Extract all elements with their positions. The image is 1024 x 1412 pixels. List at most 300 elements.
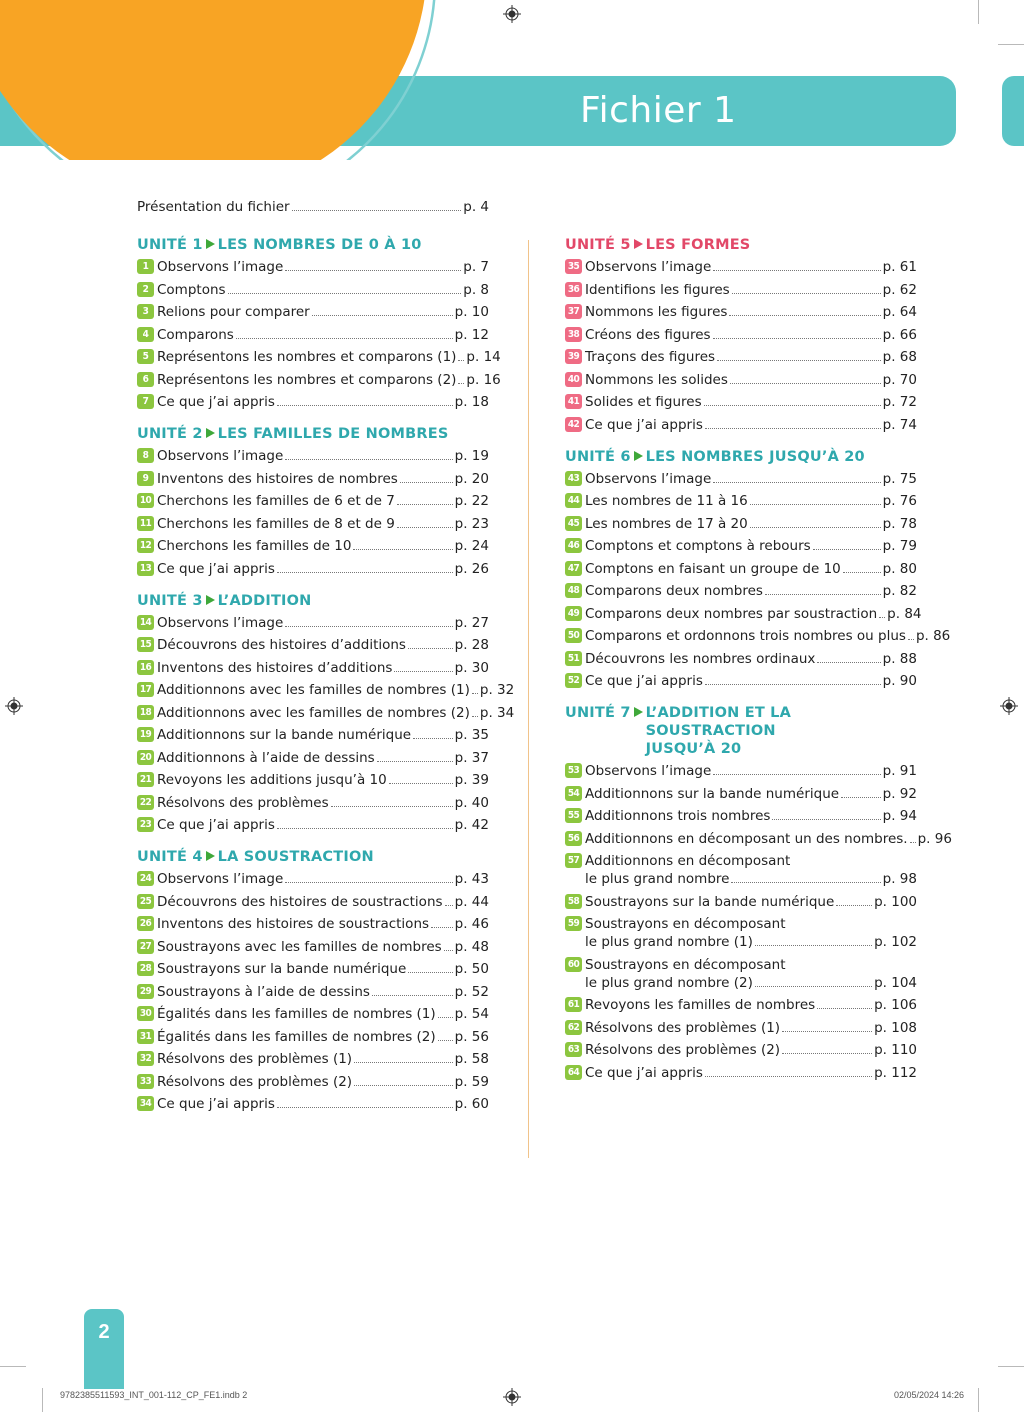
lesson-line — [157, 470, 489, 488]
leader-dots — [285, 626, 452, 627]
lesson-entry[interactable] — [565, 996, 917, 1014]
lesson-line — [157, 326, 489, 344]
lesson-label: Inventons des histoires d’additions — [157, 659, 393, 676]
lesson-page: p. 23 — [454, 515, 489, 532]
lesson-page: p. 61 — [882, 259, 917, 275]
lesson-entry[interactable] — [137, 681, 515, 699]
leader-dots — [431, 927, 453, 928]
lesson-entry[interactable] — [137, 492, 489, 510]
lesson-number-badge: 3 — [137, 304, 154, 319]
lesson-number-badge: 18 — [137, 705, 154, 720]
lesson-line — [157, 704, 514, 722]
lesson-page: p. 58 — [454, 1051, 489, 1067]
lesson-page: p. 42 — [454, 817, 489, 833]
lesson-page: p. 24 — [454, 538, 489, 554]
page-number: 2 — [98, 1321, 110, 1343]
play-arrow-icon — [634, 239, 643, 249]
unit-heading — [137, 848, 489, 866]
lesson-entry[interactable] — [137, 258, 489, 276]
leader-dots — [312, 315, 453, 316]
lesson-page: p. 84 — [887, 605, 922, 622]
lesson-number-badge: 42 — [565, 417, 582, 432]
lesson-line — [157, 681, 514, 699]
lesson-entry[interactable] — [565, 560, 917, 578]
lesson-label: Observons l’image — [585, 763, 712, 779]
crop-mark — [998, 1366, 1024, 1367]
leader-dots — [704, 405, 881, 406]
lesson-line — [157, 303, 489, 321]
lesson-body — [157, 470, 489, 488]
lesson-entry[interactable] — [137, 636, 489, 654]
lesson-entry[interactable] — [137, 771, 489, 789]
lesson-entry[interactable] — [137, 749, 489, 767]
lesson-number-badge: 1 — [137, 259, 154, 274]
lesson-line — [585, 258, 917, 276]
registration-mark-icon — [1000, 697, 1018, 715]
lesson-body — [585, 627, 950, 645]
lesson-body — [585, 416, 917, 434]
leader-dots — [732, 293, 881, 294]
lesson-line — [157, 749, 489, 767]
lesson-body — [585, 807, 917, 825]
lesson-line — [157, 794, 489, 812]
unit-section — [137, 848, 489, 1113]
lesson-number-badge: 23 — [137, 817, 154, 832]
lesson-entry[interactable] — [137, 893, 489, 911]
leader-dots — [713, 270, 880, 271]
lesson-body — [157, 537, 489, 555]
lesson-label: Traçons des figures — [585, 349, 716, 365]
lesson-page: p. 80 — [882, 560, 917, 577]
lesson-entry[interactable] — [565, 515, 917, 533]
lesson-body — [157, 636, 489, 654]
lesson-number-badge: 28 — [137, 961, 154, 976]
registration-mark-icon — [503, 1388, 521, 1406]
lesson-entry[interactable] — [137, 447, 489, 465]
lesson-entry[interactable] — [565, 371, 917, 389]
lesson-body — [585, 258, 917, 276]
lesson-label: Les nombres de 11 à 16 — [585, 493, 748, 509]
lesson-entry[interactable] — [565, 582, 917, 600]
lesson-line — [585, 281, 917, 299]
lesson-line — [585, 933, 917, 951]
lesson-line — [585, 1064, 917, 1082]
leader-dots — [397, 527, 453, 528]
lesson-line — [157, 492, 489, 510]
lesson-entry[interactable] — [565, 893, 917, 911]
lesson-page: p. 100 — [874, 893, 917, 910]
leader-dots — [472, 693, 478, 694]
leader-dots — [389, 783, 453, 784]
lesson-label: Ce que j’ai appris — [157, 1096, 275, 1112]
lesson-page: p. 10 — [454, 304, 489, 320]
lesson-label: Additionnons trois nombres — [585, 808, 771, 824]
unit-number: UNITÉ 1 — [137, 237, 203, 253]
lesson-entry[interactable] — [137, 960, 489, 978]
lesson-page: p. 88 — [882, 650, 917, 667]
play-arrow-icon — [634, 451, 643, 461]
lesson-line — [585, 672, 917, 690]
lesson-label: Comparons — [157, 326, 234, 343]
lesson-entry[interactable] — [565, 348, 917, 366]
leader-dots — [910, 842, 916, 843]
lesson-number-badge: 49 — [565, 606, 582, 621]
lesson-number-badge: 21 — [137, 772, 154, 787]
lesson-body — [585, 672, 917, 690]
lesson-page: p. 79 — [882, 538, 917, 554]
leader-dots — [377, 761, 453, 762]
lesson-body — [157, 749, 489, 767]
play-arrow-icon — [206, 851, 215, 861]
lesson-entry[interactable] — [137, 1005, 489, 1023]
unit-number: UNITÉ 6 — [565, 448, 631, 465]
lesson-entry[interactable] — [137, 1073, 489, 1091]
lesson-list — [137, 614, 515, 835]
lesson-page: p. 96 — [917, 830, 952, 847]
lesson-body — [157, 983, 489, 1001]
lesson-entry[interactable] — [565, 650, 917, 668]
lesson-body — [157, 771, 489, 789]
lesson-page: p. 48 — [454, 938, 489, 955]
lesson-number-badge: 51 — [565, 651, 582, 666]
lesson-entry[interactable] — [565, 605, 922, 623]
lesson-entry[interactable] — [565, 416, 917, 434]
unit-title: LES FORMES — [645, 237, 751, 253]
lesson-body — [157, 393, 489, 411]
page-title: Fichier 1 — [580, 90, 737, 131]
lesson-number-badge: 14 — [137, 615, 154, 630]
leader-dots — [331, 806, 453, 807]
lesson-entry[interactable] — [565, 1041, 917, 1059]
lesson-page: p. 64 — [882, 304, 917, 320]
lesson-label: Ce que j’ai appris — [585, 673, 703, 689]
lesson-entry[interactable] — [137, 1028, 489, 1046]
leader-dots — [438, 1017, 453, 1018]
lesson-line — [585, 492, 917, 510]
lesson-entry[interactable] — [565, 672, 917, 690]
lesson-label: Comptons en faisant un groupe de 10 — [585, 560, 841, 577]
play-arrow-icon — [206, 239, 215, 249]
lesson-list — [565, 258, 917, 434]
unit-section — [137, 592, 515, 835]
lesson-number-badge: 31 — [137, 1029, 154, 1044]
lesson-number-badge: 34 — [137, 1096, 154, 1111]
lesson-page: p. 68 — [882, 349, 917, 365]
unit-heading — [565, 236, 917, 254]
leader-dots — [836, 905, 872, 906]
lesson-entry[interactable] — [137, 348, 501, 366]
lesson-body — [157, 560, 489, 578]
lesson-entry[interactable] — [137, 704, 515, 722]
leader-dots — [236, 338, 453, 339]
lesson-label: Découvrons des histoires de soustractions — [157, 893, 443, 910]
lesson-page: p. 52 — [454, 983, 489, 1000]
unit-number: UNITÉ 4 — [137, 849, 203, 865]
lesson-page: p. 92 — [882, 785, 917, 802]
lesson-body — [585, 650, 917, 668]
lesson-entry[interactable] — [565, 492, 917, 510]
lesson-line — [585, 870, 917, 888]
lesson-page: p. 74 — [882, 416, 917, 433]
lesson-number-badge: 41 — [565, 394, 582, 409]
toc-left-column — [137, 236, 515, 1118]
lesson-entry[interactable] — [565, 1064, 917, 1082]
unit-section — [565, 448, 951, 691]
title-band-tab — [1002, 76, 1024, 146]
lesson-body — [157, 938, 489, 956]
lesson-entry[interactable] — [137, 726, 489, 744]
unit-title: L’ADDITION — [217, 592, 312, 609]
leader-dots — [908, 639, 914, 640]
lesson-body — [157, 515, 489, 533]
lesson-body — [157, 326, 489, 344]
lesson-line — [157, 258, 489, 276]
lesson-page: p. 20 — [454, 470, 489, 487]
lesson-body — [157, 681, 514, 699]
unit-title: LA SOUSTRACTION — [217, 849, 374, 865]
unit-section — [565, 704, 952, 1082]
lesson-body — [585, 915, 917, 951]
lesson-label: Égalités dans les familles de nombres (2) — [157, 1028, 436, 1045]
lesson-line — [585, 762, 917, 780]
lesson-number-badge: 11 — [137, 516, 154, 531]
lesson-entry[interactable] — [565, 393, 917, 411]
lesson-entry[interactable] — [565, 1019, 917, 1037]
lesson-body — [157, 371, 501, 389]
intro-page: p. 4 — [463, 199, 489, 215]
lesson-line — [585, 974, 917, 992]
lesson-number-badge: 27 — [137, 939, 154, 954]
lesson-number-badge: 48 — [565, 583, 582, 598]
lesson-body — [585, 996, 917, 1014]
lesson-number-badge: 54 — [565, 786, 582, 801]
lesson-entry[interactable] — [137, 816, 489, 834]
lesson-body — [157, 1005, 489, 1023]
lesson-label: Soustrayons sur la bande numérique — [157, 961, 407, 977]
crop-mark — [978, 0, 979, 24]
lesson-entry[interactable] — [137, 515, 489, 533]
leader-dots — [782, 1053, 872, 1054]
lesson-page: p. 108 — [874, 1019, 917, 1036]
lesson-entry[interactable] — [565, 956, 917, 992]
lesson-line — [585, 582, 917, 600]
lesson-body — [585, 852, 917, 888]
lesson-number-badge: 63 — [565, 1042, 582, 1057]
lesson-page: p. 35 — [454, 727, 489, 743]
leader-dots — [444, 950, 453, 951]
lesson-line — [157, 1095, 489, 1113]
lesson-page: p. 110 — [874, 1042, 917, 1058]
lesson-body — [157, 614, 489, 632]
lesson-body — [585, 470, 917, 488]
lesson-line — [157, 960, 489, 978]
lesson-label: Nommons les solides — [585, 371, 728, 388]
lesson-body — [157, 348, 501, 366]
leader-dots — [394, 671, 452, 672]
lesson-body — [585, 348, 917, 366]
lesson-entry[interactable] — [137, 393, 489, 411]
lesson-label: le plus grand nombre — [585, 871, 730, 887]
leader-dots — [817, 1008, 872, 1009]
lesson-number-badge: 44 — [565, 493, 582, 508]
lesson-page: p. 50 — [454, 961, 489, 977]
lesson-number-badge: 56 — [565, 831, 582, 846]
lesson-body — [157, 1095, 489, 1113]
lesson-entry[interactable] — [565, 852, 917, 888]
lesson-body — [585, 560, 917, 578]
lesson-entry[interactable] — [137, 983, 489, 1001]
lesson-line — [157, 726, 489, 744]
lesson-label: Comparons et ordonnons trois nombres ou plus — [585, 628, 906, 644]
lesson-entry[interactable] — [137, 794, 489, 812]
lesson-label-line1: Soustrayons en décomposant — [585, 916, 786, 932]
leader-dots — [285, 459, 452, 460]
lesson-entry[interactable] — [565, 303, 917, 321]
lesson-entry[interactable] — [565, 258, 917, 276]
lesson-line — [585, 893, 917, 911]
lesson-entry[interactable] — [565, 281, 917, 299]
lesson-entry[interactable] — [565, 915, 917, 951]
leader-dots — [817, 662, 880, 663]
lesson-number-badge: 37 — [565, 304, 582, 319]
lesson-entry[interactable] — [565, 627, 951, 645]
lesson-number-badge: 30 — [137, 1006, 154, 1021]
lesson-entry[interactable] — [137, 915, 489, 933]
lesson-line — [585, 996, 917, 1014]
leader-dots — [400, 482, 453, 483]
leader-dots — [755, 945, 872, 946]
lesson-entry[interactable] — [137, 470, 489, 488]
lesson-body — [585, 830, 952, 848]
leader-dots — [841, 797, 881, 798]
lesson-entry[interactable] — [137, 1095, 489, 1113]
lesson-entry[interactable] — [565, 326, 917, 344]
lesson-line — [157, 537, 489, 555]
unit-number: UNITÉ 3 — [137, 592, 203, 609]
toc-intro-entry[interactable] — [137, 199, 489, 215]
lesson-page: p. 44 — [454, 893, 489, 910]
lesson-number-badge: 5 — [137, 349, 154, 364]
footer-file: 9782385511593_INT_001-112_CP_FE1.indb 2 — [60, 1390, 248, 1400]
lesson-body — [585, 582, 917, 600]
lesson-entry[interactable] — [137, 326, 489, 344]
lesson-number-badge: 40 — [565, 372, 582, 387]
unit-heading — [565, 448, 917, 466]
lesson-entry[interactable] — [565, 830, 952, 848]
leader-dots — [408, 972, 452, 973]
lesson-label: Revoyons les additions jusqu’à 10 — [157, 772, 387, 788]
lesson-label: Égalités dans les familles de nombres (1) — [157, 1006, 436, 1022]
lesson-label: Résolvons des problèmes (2) — [585, 1042, 781, 1058]
lesson-entry[interactable] — [137, 281, 489, 299]
lesson-line — [585, 560, 917, 578]
lesson-label: Représentons les nombres et comparons (2) — [157, 371, 457, 388]
lesson-label: Observons l’image — [585, 259, 712, 275]
lesson-page: p. 37 — [454, 749, 489, 766]
play-arrow-icon — [634, 707, 643, 717]
lesson-entry[interactable] — [137, 371, 501, 389]
lesson-number-badge: 52 — [565, 673, 582, 688]
lesson-label: Observons l’image — [157, 259, 284, 275]
lesson-entry[interactable] — [137, 537, 489, 555]
lesson-entry[interactable] — [137, 659, 489, 677]
lesson-page: p. 56 — [454, 1028, 489, 1045]
lesson-line — [585, 1019, 917, 1037]
lesson-entry[interactable] — [137, 938, 489, 956]
lesson-label: Résolvons des problèmes (1) — [585, 1019, 781, 1036]
leader-dots — [705, 428, 881, 429]
lesson-page: p. 19 — [454, 448, 489, 464]
lesson-label: Comparons deux nombres par soustraction — [585, 605, 878, 622]
lesson-number-badge: 64 — [565, 1065, 582, 1080]
lesson-line — [585, 303, 917, 321]
lesson-label: Ce que j’ai appris — [157, 560, 275, 577]
lesson-entry[interactable] — [137, 303, 489, 321]
lesson-label: Représentons les nombres et comparons (1) — [157, 349, 457, 365]
lesson-body — [585, 537, 917, 555]
unit-title: LES NOMBRES JUSQU’À 20 — [645, 448, 865, 465]
lesson-body — [157, 447, 489, 465]
lesson-number-badge: 29 — [137, 984, 154, 999]
lesson-number-badge: 45 — [565, 516, 582, 531]
lesson-body — [585, 1064, 917, 1082]
lesson-line — [157, 393, 489, 411]
leader-dots — [765, 594, 881, 595]
leader-dots — [772, 819, 880, 820]
lesson-number-badge: 35 — [565, 259, 582, 274]
lesson-number-badge: 38 — [565, 327, 582, 342]
lesson-body — [157, 1073, 489, 1091]
lesson-entry[interactable] — [565, 762, 917, 780]
lesson-entry[interactable] — [137, 614, 489, 632]
lesson-number-badge: 57 — [565, 853, 582, 868]
crop-mark — [978, 1388, 979, 1412]
lesson-label: Résolvons des problèmes (1) — [157, 1051, 353, 1067]
lesson-page: p. 104 — [874, 974, 917, 991]
lesson-entry[interactable] — [565, 470, 917, 488]
lesson-list — [565, 762, 952, 1082]
unit-section — [565, 236, 917, 434]
lesson-label: Soustrayons sur la bande numérique — [585, 893, 835, 910]
lesson-page: p. 91 — [882, 763, 917, 779]
lesson-number-badge: 12 — [137, 538, 154, 553]
lesson-number-badge: 22 — [137, 795, 154, 810]
lesson-entry[interactable] — [137, 1050, 489, 1068]
lesson-line — [585, 470, 917, 488]
lesson-body — [157, 303, 489, 321]
lesson-number-badge: 9 — [137, 471, 154, 486]
registration-mark-icon — [503, 5, 521, 23]
lesson-body — [157, 870, 489, 888]
lesson-label: Inventons des histoires de soustractions — [157, 916, 430, 932]
unit-heading — [137, 592, 489, 610]
lesson-page: p. 60 — [454, 1096, 489, 1112]
lesson-number-badge: 4 — [137, 327, 154, 342]
lesson-entry[interactable] — [565, 537, 917, 555]
lesson-entry[interactable] — [137, 870, 489, 888]
leader-dots — [285, 882, 452, 883]
lesson-page: p. 82 — [882, 583, 917, 599]
lesson-label: Les nombres de 17 à 20 — [585, 515, 748, 532]
lesson-entry[interactable] — [137, 560, 489, 578]
lesson-page: p. 16 — [466, 371, 501, 388]
leader-dots — [717, 360, 881, 361]
lesson-body — [585, 393, 917, 411]
lesson-entry[interactable] — [565, 785, 917, 803]
lesson-entry[interactable] — [565, 807, 917, 825]
lesson-body — [585, 605, 922, 623]
leader-dots — [277, 572, 453, 573]
